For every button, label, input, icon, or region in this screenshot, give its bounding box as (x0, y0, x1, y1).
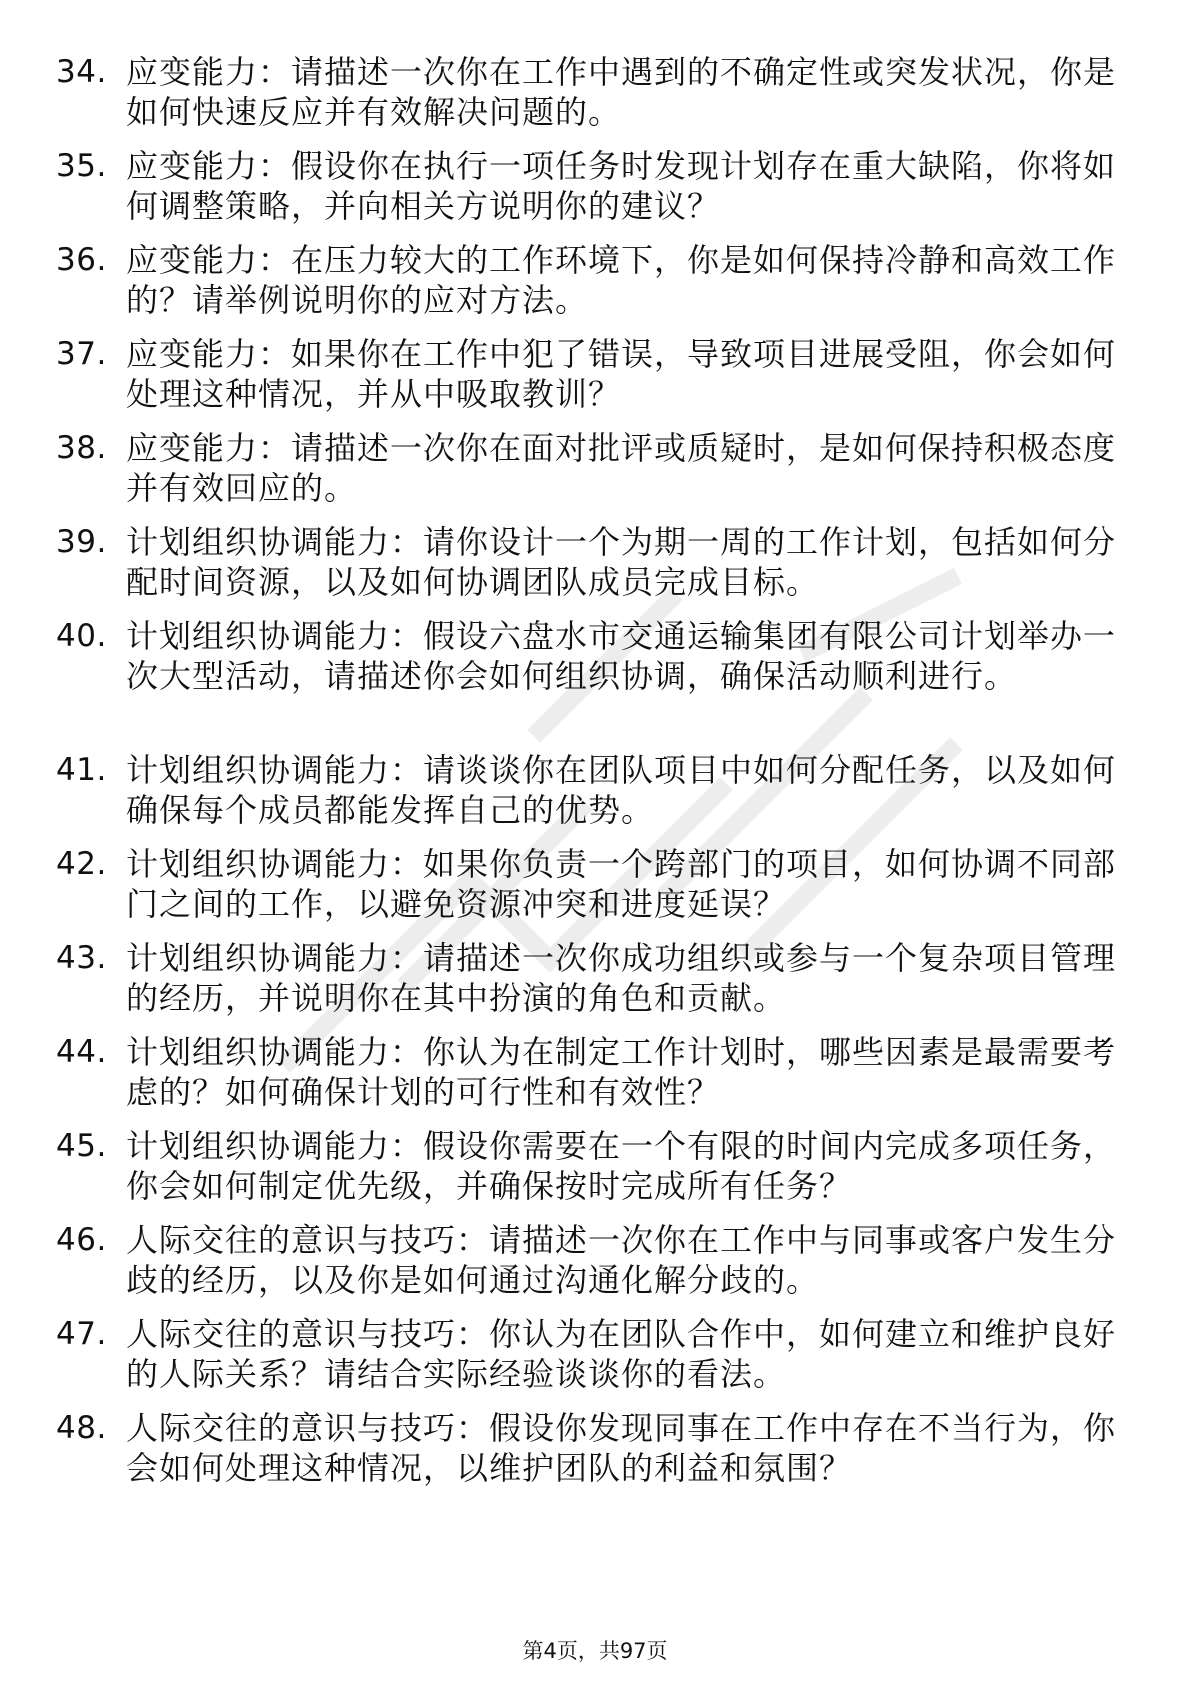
question-number: 46. (56, 1222, 107, 1258)
question-text: 应变能力：请描述一次你在面对批评或质疑时，是如何保持积极态度并有效回应的。 (126, 429, 1117, 507)
question-number: 43. (56, 940, 107, 976)
question-text: 人际交往的意识与技巧：假设你发现同事在工作中存在不当行为，你会如何处理这种情况，以维护团队的利益和氛围？ (126, 1409, 1117, 1487)
question-number: 36. (56, 242, 107, 278)
page-footer: 第4页，共97页 (522, 1639, 668, 1663)
question-number: 37. (56, 336, 107, 372)
question-text: 计划组织协调能力：请描述一次你成功组织或参与一个复杂项目管理的经历，并说明你在其中扮演的角色和贡献。 (126, 939, 1117, 1017)
question-number: 35. (56, 148, 107, 184)
question-text: 应变能力：请描述一次你在工作中遇到的不确定性或突发状况，你是如何快速反应并有效解决问题的。 (126, 53, 1117, 131)
question-number: 48. (56, 1410, 107, 1446)
question-text: 计划组织协调能力：请谈谈你在团队项目中如何分配任务，以及如何确保每个成员都能发挥自己的优势。 (126, 751, 1117, 829)
question-text: 计划组织协调能力：假设你需要在一个有限的时间内完成多项任务，你会如何制定优先级，并确保按时完成所有任务？ (126, 1127, 1117, 1205)
question-number: 34. (56, 54, 107, 90)
question-text: 应变能力：在压力较大的工作环境下，你是如何保持冷静和高效工作的？请举例说明你的应对方法。 (126, 241, 1117, 319)
question-number: 39. (56, 524, 107, 560)
question-text: 计划组织协调能力：请你设计一个为期一周的工作计划，包括如何分配时间资源，以及如何协调团队成员完成目标。 (126, 523, 1117, 601)
question-text: 应变能力：假设你在执行一项任务时发现计划存在重大缺陷，你将如何调整策略，并向相关方说明你的建议？ (126, 147, 1117, 225)
question-text: 人际交往的意识与技巧：你认为在团队合作中，如何建立和维护良好的人际关系？请结合实际经验谈谈你的看法。 (126, 1315, 1117, 1393)
question-text: 计划组织协调能力：假设六盘水市交通运输集团有限公司计划举办一次大型活动，请描述你会如何组织协调，确保活动顺利进行。 (126, 617, 1117, 695)
question-number: 41. (56, 752, 107, 788)
question-number: 38. (56, 430, 107, 466)
question-number: 47. (56, 1316, 107, 1352)
question-number: 42. (56, 846, 107, 882)
question-number: 40. (56, 618, 107, 654)
question-text: 计划组织协调能力：如果你负责一个跨部门的项目，如何协调不同部门之间的工作，以避免资源冲突和进度延误？ (126, 845, 1117, 923)
question-text: 应变能力：如果你在工作中犯了错误，导致项目进展受阻，你会如何处理这种情况，并从中吸取教训？ (126, 335, 1117, 413)
question-text: 人际交往的意识与技巧：请描述一次你在工作中与同事或客户发生分歧的经历，以及你是如何通过沟通化解分歧的。 (126, 1221, 1117, 1299)
question-number: 44. (56, 1034, 107, 1070)
question-text: 计划组织协调能力：你认为在制定工作计划时，哪些因素是最需要考虑的？如何确保计划的可行性和有效性？ (126, 1033, 1117, 1111)
question-number: 45. (56, 1128, 107, 1164)
